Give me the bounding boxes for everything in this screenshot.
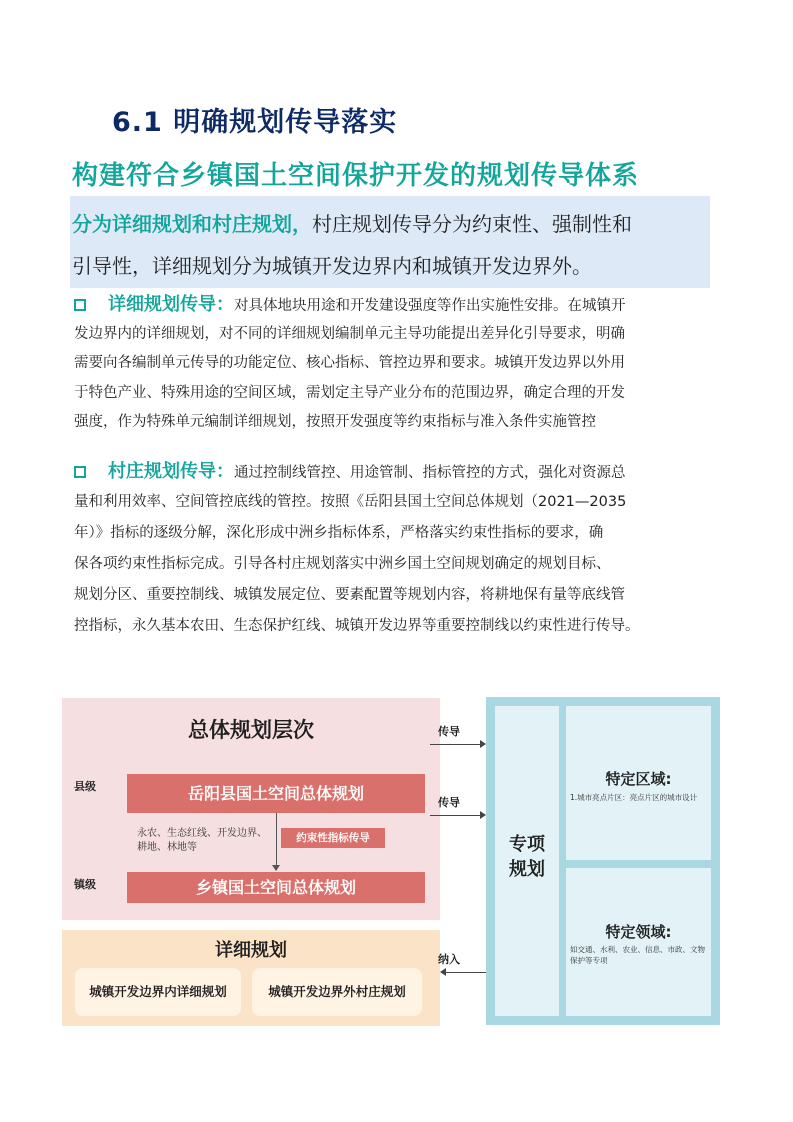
arrow-label-transmit-1: 传导	[438, 725, 460, 738]
bullet-square-icon	[74, 299, 86, 311]
arrow-line-1	[430, 744, 480, 745]
highlight-strong: 分为详细规划和村庄规划，	[72, 212, 312, 236]
detail-line: 需要向各编制单元传导的功能定位、核心指标、管控边界和要求。城镇开发边界以外用	[74, 355, 625, 371]
village-line: 规划分区、重要控制线、城镇发展定位、要素配置等规划内容，将耕地保有量等底线管	[74, 587, 625, 603]
control-elements-line: 永农、生态红线、开发边界、	[137, 828, 267, 839]
highlight-line-2: 引导性，详细规划分为城镇开发边界内和城镇开发边界外。	[72, 254, 592, 278]
town-level-label: 镇级	[74, 878, 96, 891]
outer-boundary-plan-box: 城镇开发边界外村庄规划	[252, 968, 422, 1016]
arrow-line-3	[446, 972, 486, 973]
bullet-square-icon	[74, 466, 86, 478]
specific-field-note-line: 如交通、水利、农业、信息、市政、文物	[570, 945, 705, 954]
section-subheading: 构建符合乡镇国土空间保护开发的规划传导体系	[72, 161, 640, 191]
arrow-line-2	[430, 815, 480, 816]
village-line: 量和利用效率、空间管控底线的管控。按照《岳阳县国土空间总体规划（2021—2035	[74, 494, 627, 510]
special-planning-title-line: 专项	[509, 834, 545, 855]
village-line: 年）》指标的逐级分解，深化形成中洲乡指标体系，严格落实约束性指标的要求，确	[74, 525, 604, 541]
detailed-planning-title: 详细规划	[215, 940, 287, 961]
detail-line: 对具体地块用途和开发建设强度等作出实施性安排。在城镇开	[234, 298, 626, 314]
highlight-box	[70, 196, 710, 288]
village-line: 控指标，永久基本农田、生态保护红线、城镇开发边界等重要控制线以约束性进行传导。	[74, 618, 640, 634]
village-line: 通过控制线管控、用途管制、指标管控的方式，强化对资源总	[234, 465, 626, 481]
detail-line: 发边界内的详细规划，对不同的详细规划编制单元主导功能提出差异化引导要求，明确	[74, 325, 625, 342]
special-planning-title	[495, 832, 559, 882]
specific-zone-note: 1.城市亮点片区：亮点片区的城市设计	[570, 793, 698, 802]
specific-field-note	[570, 944, 705, 966]
detail-line: 于特色产业、特殊用途的空间区域，需划定主导产业分布的范围边界，确定合理的开发	[74, 384, 625, 401]
county-plan-bar: 岳阳县国土空间总体规划	[127, 774, 425, 813]
arrow-label-transmit-2: 传导	[438, 796, 460, 809]
control-elements-line: 耕地、林地等	[137, 842, 197, 853]
specific-field-note-line: 保护等专项	[570, 956, 608, 965]
vertical-connector	[276, 813, 277, 870]
specific-field-box	[566, 868, 711, 1016]
detail-paragraph	[74, 290, 714, 438]
village-head: 村庄规划传导：	[108, 461, 234, 482]
highlight-line-1-text: 村庄规划传导分为约束性、强制性和	[312, 212, 632, 236]
down-arrow-icon	[272, 865, 280, 871]
town-plan-bar: 乡镇国土空间总体规划	[127, 872, 425, 903]
specific-field-title: 特定领域:	[605, 923, 672, 941]
highlight-line-1	[72, 208, 632, 237]
control-elements-text	[137, 827, 267, 855]
special-planning-title-line: 规划	[509, 859, 545, 880]
detail-head: 详细规划传导：	[108, 294, 234, 315]
village-line: 保各项约束性指标完成。引导各村庄规划落实中洲乡国土空间规划确定的规划目标、	[74, 556, 611, 572]
detail-line: 强度，作为特殊单元编制详细规划，按照开发强度等约束指标与准入条件实施管控	[74, 414, 596, 430]
overall-planning-title: 总体规划层次	[188, 718, 314, 742]
constraint-index-tag: 约束性指标传导	[281, 828, 385, 848]
left-arrow-icon	[440, 968, 446, 976]
specific-zone-title: 特定区域:	[605, 770, 672, 788]
county-level-label: 县级	[74, 780, 96, 793]
village-paragraph	[74, 456, 714, 642]
arrow-label-include: 纳入	[438, 953, 460, 966]
inner-boundary-plan-box: 城镇开发边界内详细规划	[75, 968, 241, 1016]
section-heading: 6.1 明确规划传导落实	[112, 107, 398, 138]
